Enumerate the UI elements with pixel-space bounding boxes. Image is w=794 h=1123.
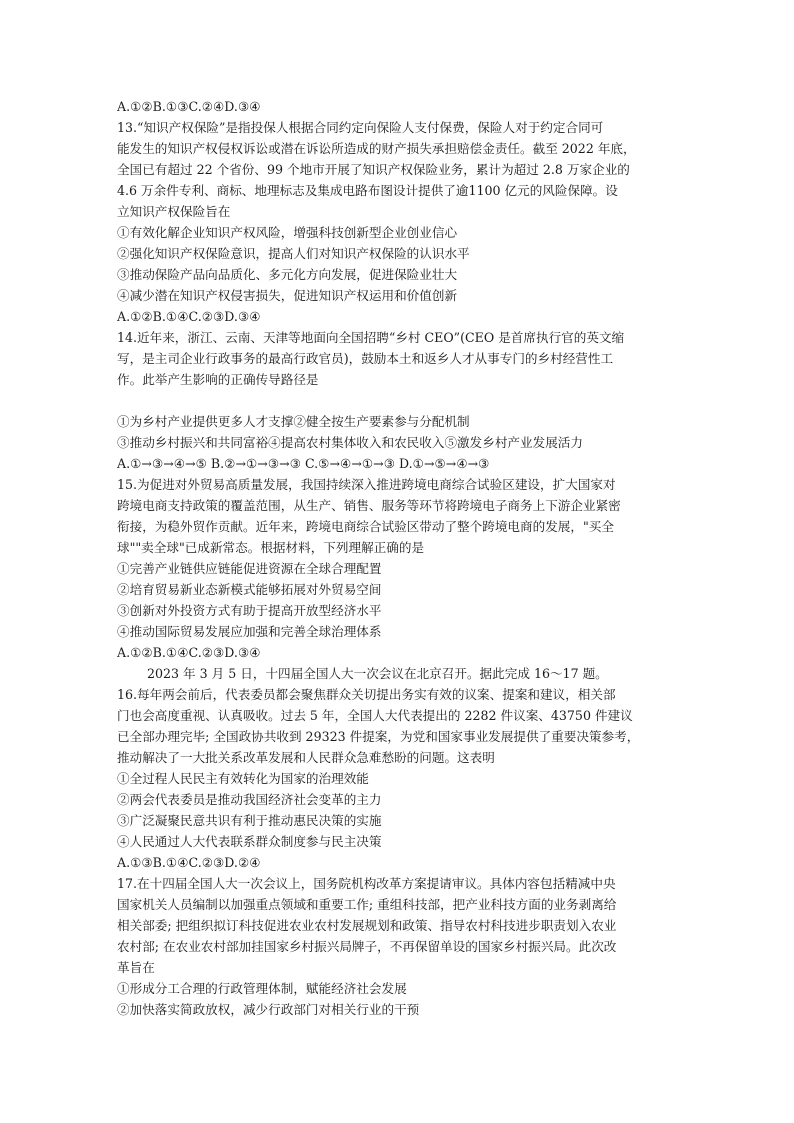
- question-13-stem: 能发生的知识产权侵权诉讼或潜在诉讼所造成的财产损失承担赔偿金责任。截至 2022 年底，: [117, 141, 636, 156]
- question-17-item: ②加快落实简政放权，减少行政部门对相关行业的干预: [117, 1002, 420, 1017]
- question-15-item: ④推动国际贸易发展应加强和完善全球治理体系: [117, 624, 382, 639]
- question-17-item: ①形成分工合理的行政管理体制，赋能经济社会发展: [117, 981, 407, 996]
- question-16-item: ④人民通过人大代表联系群众制度参与民主决策: [117, 834, 382, 849]
- question-15-item: ①完善产业链供应链能促进资源在全球合理配置: [117, 561, 382, 576]
- question-15-stem: 球""卖全球"已成新常态。根据材料，下列理解正确的是: [117, 540, 425, 555]
- question-13-stem: 4.6 万余件专利、商标、地理标志及集成电路布图设计提供了逾1100 亿元的风险保障。设: [117, 183, 618, 198]
- question-14-stem: 作。此举产生影响的正确传导路径是: [117, 372, 319, 387]
- question-13-item: ③推动保险产品向品质化、多元化方向发展，促进保险业壮大: [117, 267, 458, 282]
- question-17-stem: 农村部; 在农业农村部加挂国家乡村振兴局牌子，不再保留单设的国家乡村振兴局。此次改: [117, 939, 617, 954]
- question-15-stem: 衔接，为稳外贸作贡献。近年来，跨境电商综合试验区带动了整个跨境电商的发展，"买全: [117, 519, 614, 534]
- question-16-stem: 推动解决了一大批关系改革发展和人民群众急难愁盼的问题。这表明: [117, 750, 495, 765]
- answer-options-q12: A.①②B.①③C.②④D.③④: [117, 99, 261, 114]
- question-15-item: ③创新对外投资方式有助于提高开放型经济水平: [117, 603, 382, 618]
- question-16-item: ③广泛凝聚民意共识有利于推动惠民决策的实施: [117, 813, 382, 828]
- question-13-item: ④减少潜在知识产权侵害损失，促进知识产权运用和价值创新: [117, 288, 458, 303]
- question-16-item: ②两会代表委员是推动我国经济社会变革的主力: [117, 792, 382, 807]
- document-page: [117, 96, 685, 1020]
- blank-line: [117, 390, 685, 411]
- answer-options-q15: A.①②B.①④C.②③D.③④: [117, 645, 261, 660]
- question-15-stem: 15.为促进对外贸易高质量发展，我国持续深入推进跨境电商综合试验区建设，扩大国家对: [117, 477, 616, 492]
- question-16-stem: 已全部办理完毕; 全国政协共收到 29323 件提案，为党和国家事业发展提供了重要决策参考，: [117, 729, 640, 744]
- question-15-item: ②培育贸易新业态新模式能够拓展对外贸易空间: [117, 582, 382, 597]
- question-13-stem: 立知识产权保险旨在: [117, 204, 231, 219]
- question-14-stem: 写，是主司企业行政事务的最高行政官员)，鼓励本土和返乡人才从事专门的乡村经营性工: [117, 351, 614, 366]
- question-14-item: ③推动乡村振兴和共同富裕④提高农村集体收入和农民收入⑤激发乡村产业发展活力: [117, 435, 583, 450]
- question-15-stem: 跨境电商支持政策的覆盖范围，从生产、销售、服务等环节将跨境电子商务上下游企业紧密: [117, 498, 621, 513]
- answer-options-q13: A.①②B.①④C.②③D.③④: [117, 309, 261, 324]
- question-16-stem: 16.每年两会前后，代表委员都会聚焦群众关切提出务实有效的议案、提案和建议，相关部: [117, 687, 616, 702]
- question-13-stem: 全国已有超过 22 个省份、99 个地市开展了知识产权保险业务，累计为超过 2.8 万家企业的: [117, 162, 630, 177]
- answer-options-q16: A.①③B.①④C.②③D.②④: [117, 855, 261, 870]
- question-17-stem: 革旨在: [117, 960, 155, 975]
- question-13-item: ②强化知识产权保险意识，提高人们对知识产权保险的认识水平: [117, 246, 470, 261]
- question-17-stem: 17.在十四届全国人大一次会议上，国务院机构改革方案提请审议。具体内容包括精减中央: [117, 876, 616, 891]
- question-16-item: ①全过程人民民主有效转化为国家的治理效能: [117, 771, 369, 786]
- question-14-stem: 14.近年来，浙江、云南、天津等地面向全国招聘“乡村 CEO”(CEO 是首席执行官的英文缩: [117, 330, 625, 345]
- question-16-stem: 门也会高度重视、认真吸收。过去 5 年，全国人大代表提出的 2282 件议案、43750 件建议: [117, 708, 633, 723]
- question-17-stem: 相关部委; 把组织拟订科技促进农业农村发展规划和政策、指导农村科技进步职责划入农业: [117, 918, 617, 933]
- answer-options-q14: A.①→③→④→⑤ B.②→①→③→③ C.⑤→④→①→③ D.①→⑤→④→③: [117, 456, 490, 471]
- section-intro: 2023 年 3 月 5 日，十四届全国人大一次会议在北京召开。据此完成 16～17 题。: [147, 666, 608, 681]
- question-13-stem: 13.“知识产权保险”是指投保人根据合同约定向保险人支付保费，保险人对于约定合同可: [117, 120, 604, 135]
- question-14-item: ①为乡村产业提供更多人才支撑②健全按生产要素参与分配机制: [117, 414, 470, 429]
- question-13-item: ①有效化解企业知识产权风险，增强科技创新型企业创业信心: [117, 225, 458, 240]
- question-17-stem: 国家机关人员编制以加强重点领域和重要工作; 重组科技部，把产业科技方面的业务剥离给: [117, 897, 617, 912]
